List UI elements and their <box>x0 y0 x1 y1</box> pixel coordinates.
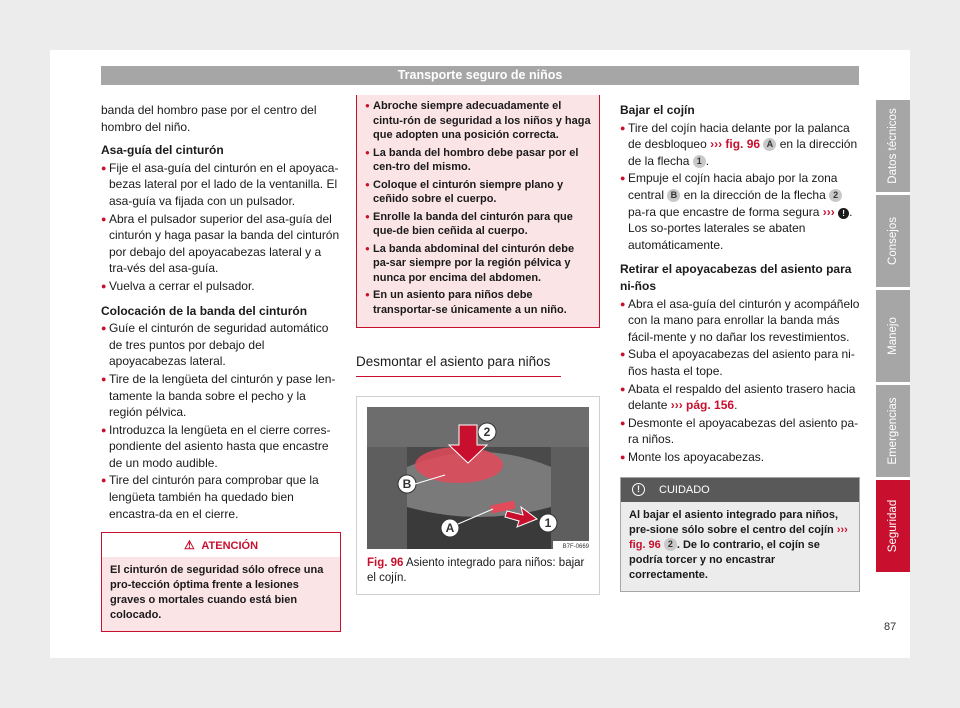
warning-icon: ⚠ <box>183 538 195 553</box>
text: . <box>705 153 710 168</box>
tab-emergencias[interactable] <box>876 385 910 477</box>
page-number: 87 <box>884 621 897 633</box>
text: en la dirección de la flecha <box>628 137 858 168</box>
list-item: ● Vuelva a cerrar el pulsador. <box>101 278 341 295</box>
heading-belt-placement: Colocación de la banda del cinturón <box>101 303 308 318</box>
figure-caption-text: Asiento integrado para niños: bajar el cojín. <box>367 556 585 584</box>
heading-lower-cushion: Bajar el cojín <box>620 103 695 117</box>
text: . De lo contrario, el cojín se podría torcer y no encastrar correctamente. <box>629 539 820 582</box>
tab-manejo[interactable] <box>876 290 910 382</box>
list-item: ● Abra el pulsador superior del asa-guía del cinturón y haga pasar la banda del cinturón por debajo del apoyacabezas lateral y a tra-vés del asa-guía. <box>101 211 341 277</box>
figure-code: B7F-0669 <box>562 543 589 549</box>
page-link[interactable]: ››› pág. 156 <box>670 398 735 413</box>
list-item: ● Desmonte el apoyacabezas del asiento pa-ra niños. <box>620 415 860 448</box>
section-tabs <box>876 100 910 575</box>
text: Tire del cojín hacia delante por la palanca de desbloqueo <box>628 120 850 152</box>
figure-label: Fig. 96 <box>367 556 404 569</box>
label-b: B <box>402 476 412 491</box>
warning-title: ATENCIÓN <box>201 540 259 553</box>
list-item: ● Monte los apoyacabezas. <box>620 449 860 466</box>
heading-remove-headrest: Retirar el apoyacabezas del asiento para ni-ños <box>620 262 852 293</box>
warning-box <box>101 532 341 632</box>
list-item <box>620 170 860 253</box>
label-2: 2 <box>483 424 491 439</box>
text: . <box>734 398 738 413</box>
text: Al bajar el asiento integrado para niños, pre-sione sólo sobre el centro del cojín <box>629 509 839 537</box>
info-circle-icon: ! <box>632 483 645 496</box>
heading-belt-guide: Asa-guía del cinturón <box>101 143 224 158</box>
seat-illustration <box>367 407 589 549</box>
label-1: 1 <box>544 515 552 530</box>
column-3 <box>620 100 860 592</box>
list-item <box>620 381 860 414</box>
fig-link[interactable]: ››› fig. 96 <box>710 137 761 152</box>
caution-box <box>620 477 860 592</box>
list-item: ● Suba el apoyacabezas del asiento para ni-ños hasta el tope. <box>620 346 860 379</box>
text: en la dirección de la flecha <box>680 187 830 202</box>
intro-text: banda del hombro pase por el centro del hombro del niño. <box>101 103 317 134</box>
column-1 <box>101 102 341 632</box>
list-item: ● Introduzca la lengüeta en el cierre corres-pondiente del asiento hasta que encastre de un modo audible. <box>101 422 341 472</box>
text: . Los so-portes laterales se abaten automáticamente. <box>628 204 853 252</box>
section-title: Desmontar el asiento para niños <box>356 354 561 377</box>
list-item: ● Guíe el cinturón de seguridad automático de tres puntos por debajo del apoyacabezas lateral. <box>101 320 341 370</box>
warning-item: ● Coloque el cinturón siempre plano y ceñido sobre el cuerpo. <box>365 178 591 207</box>
tab-datos-tecnicos[interactable] <box>876 100 910 192</box>
tab-label: Datos técnicos <box>887 108 899 184</box>
warning-item: ● La banda del hombro debe pasar por el cen-tro del mismo. <box>365 146 591 175</box>
warning-circle-icon: ! <box>838 208 849 219</box>
tab-seguridad[interactable] <box>876 480 910 572</box>
figure-caption <box>357 549 599 594</box>
badge-2: 2 <box>664 538 677 551</box>
tab-label: Seguridad <box>887 499 899 553</box>
list-item <box>620 120 860 170</box>
text: Empuje el cojín hacia abajo por la zona central <box>628 171 838 202</box>
figure-image <box>367 407 589 549</box>
tab-label: Consejos <box>887 217 899 265</box>
tab-consejos[interactable] <box>876 195 910 287</box>
warning-item: ● En un asiento para niños debe transportar-se únicamente a un niño. <box>365 288 591 317</box>
badge-a: A <box>763 138 776 151</box>
warning-item: ● La banda abdominal del cinturón debe pa-sar siempre por la región pélvica y nunca por encima del abdomen. <box>365 242 591 286</box>
warning-header <box>102 533 340 557</box>
warning-link[interactable]: ››› <box>822 204 835 219</box>
warning-list <box>356 95 600 328</box>
label-a: A <box>445 520 455 535</box>
badge-b: B <box>667 189 680 202</box>
list-item: ● Fije el asa-guía del cinturón en el apoyaca-bezas lateral por el lado de la ventanilla. El asa-guía va fijada con un pulsador. <box>101 160 341 210</box>
text: Abata el respaldo del asiento trasero hacia delante <box>628 381 856 413</box>
fig-link[interactable]: ››› fig. 96 <box>629 524 848 552</box>
text: pa-ra que encastre de forma segura <box>628 204 823 219</box>
warning-item: ● Enrolle la banda del cinturón para que que-de bien ceñida al cuerpo. <box>365 210 591 239</box>
badge-1: 1 <box>693 155 706 168</box>
list-item: ● Tire del cinturón para comprobar que la lengüeta también ha quedado bien encastra-da en el cierre. <box>101 472 341 522</box>
page-header: Transporte seguro de niños <box>101 66 859 85</box>
caution-header <box>621 478 859 502</box>
tab-label: Emergencias <box>887 397 899 465</box>
figure-box <box>356 396 600 595</box>
list-item: ● Abra el asa-guía del cinturón y acompáñelo con la mano para enrollar la banda más fácil-mente y no dañar los revestimientos. <box>620 296 860 346</box>
column-2 <box>356 95 600 595</box>
tab-label: Manejo <box>887 317 899 355</box>
caution-title: CUIDADO <box>659 484 710 497</box>
warning-item: ● Abroche siempre adecuadamente el cintu-rón de seguridad a los niños y haga que adopten una posición correcta. <box>365 99 591 143</box>
warning-text: El cinturón de seguridad sólo ofrece una pro-tección óptima frente a lesiones graves o mortales cuando está bien colocado. <box>102 557 340 631</box>
list-item: ● Tire de la lengüeta del cinturón y pase len-tamente la banda sobre el pecho y la región pélvica. <box>101 371 341 421</box>
badge-2: 2 <box>829 189 842 202</box>
caution-text <box>621 502 859 591</box>
